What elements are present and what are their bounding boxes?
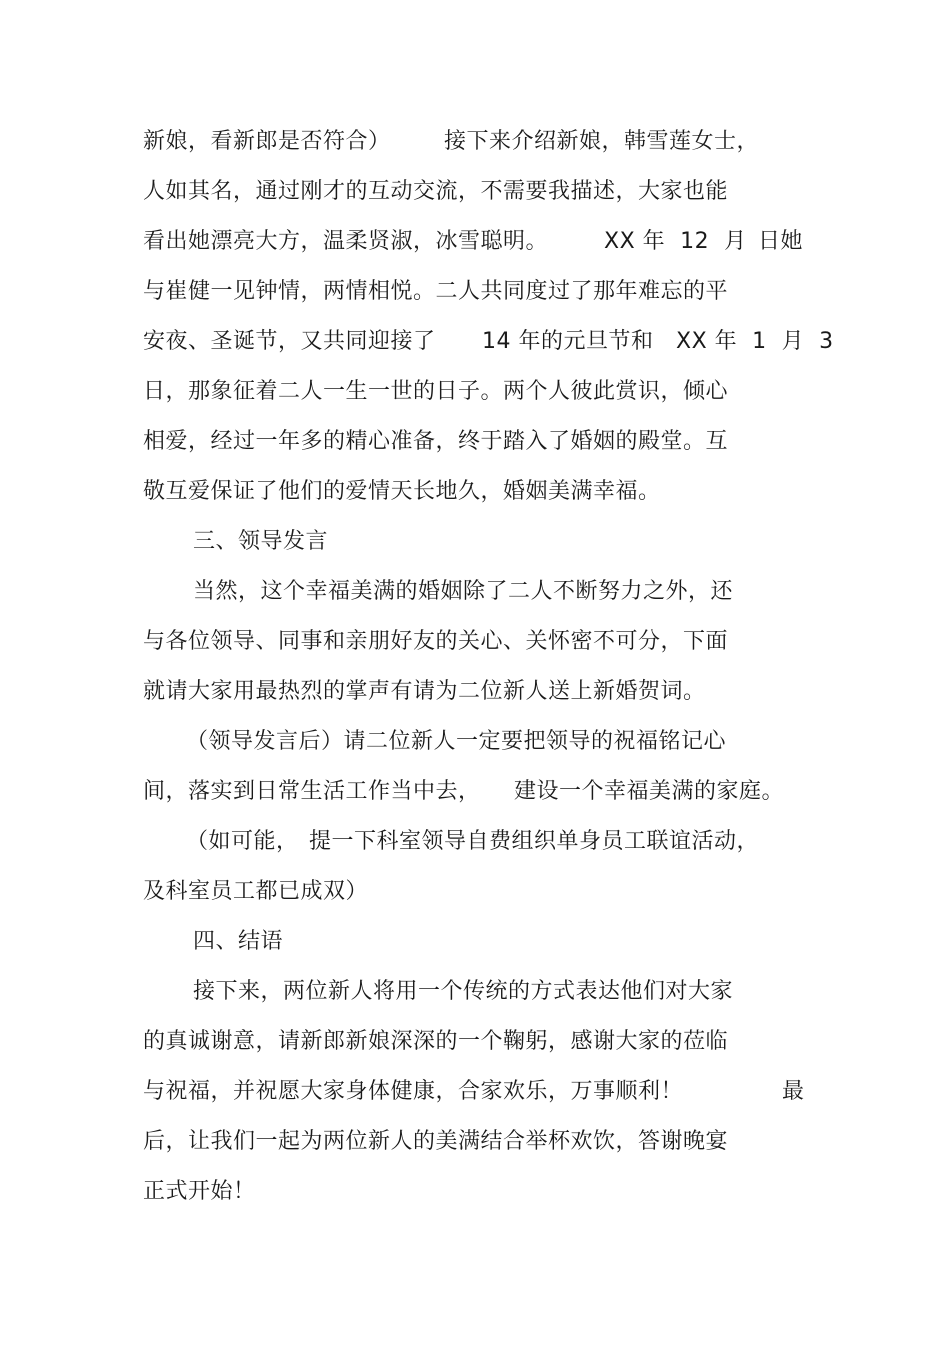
text-line [143,227,804,257]
text-segment: 接下来，两位新人将用一个传统的方式表达他们对大家 [193,979,734,1004]
text-segment: 与各位领导、同事和亲朋好友的关心、关怀密不可分，下面 [143,629,729,654]
text-segment: 接下来介绍新娘，韩雪莲女士， [444,129,760,154]
text-segment: 提一下科室领导自费组织单身员工联谊活动， [309,829,760,854]
text-line [143,777,785,807]
text-segment: （领导发言后）请二位新人一定要把领导的祝福铭记心 [186,729,727,754]
text-line [143,1177,256,1207]
text-segment: 最 [782,1079,805,1104]
text-line [143,627,729,657]
text-segment: 间，落实到日常生活工作当中去， [143,779,481,804]
text-segment: 日她 [758,229,804,254]
text-segment: 相爱，经过一年多的精心准备，终于踏入了婚姻的殿堂。互 [143,429,729,454]
text-line [143,1077,805,1107]
text-line [143,1027,729,1057]
text-segment: 安夜、圣诞节，又共同迎接了 [143,329,436,354]
text-line [143,177,729,207]
text-segment: 正式开始！ [143,1179,256,1204]
text-segment: （如可能， [186,829,299,854]
text-segment: 14 年的元旦节和 [482,329,654,354]
text-segment: 四、结语 [193,929,284,954]
text-segment: XX 年 1 月 3 [676,329,834,354]
text-segment: 与崔健一见钟情，两情相悦。二人共同度过了那年难忘的平 [143,279,729,304]
text-line [193,577,734,607]
text-segment: 就请大家用最热烈的掌声有请为二位新人送上新婚贺词。 [143,679,706,704]
section-heading [193,527,329,557]
text-segment: 当然，这个幸福美满的婚姻除了二人不断努力之外，还 [193,579,734,604]
text-segment: 看出她漂亮大方，温柔贤淑，冰雪聪明。 [143,229,549,254]
text-line [143,127,760,157]
text-line [143,477,661,507]
text-segment: 的真诚谢意，请新郎新娘深深的一个鞠躬，感谢大家的莅临 [143,1029,729,1054]
text-segment: 与祝福，并祝愿大家身体健康，合家欢乐，万事顺利！ [143,1079,684,1104]
text-segment: XX 年 12 月 [604,229,747,254]
text-line [193,977,734,1007]
text-segment: 人如其名，通过刚才的互动交流，不需要我描述，大家也能 [143,179,729,204]
text-segment: 日，那象征着二人一生一世的日子。两个人彼此赏识，倾心 [143,379,729,404]
text-line [143,427,729,457]
text-line [186,727,727,757]
text-line [143,677,706,707]
text-segment: 建设一个幸福美满的家庭。 [514,779,785,804]
text-line [143,277,729,307]
text-segment: 新娘，看新郎是否符合） [143,129,391,154]
text-line [143,877,369,907]
text-segment: 敬互爱保证了他们的爱情天长地久，婚姻美满幸福。 [143,479,661,504]
text-line [143,1127,729,1157]
text-line [143,327,834,357]
text-segment: 及科室员工都已成双） [143,879,369,904]
text-line [143,377,729,407]
section-heading [193,927,284,957]
text-segment: 后，让我们一起为两位新人的美满结合举杯欢饮，答谢晚宴 [143,1129,729,1154]
text-segment: 三、领导发言 [193,529,329,554]
text-line [186,827,760,857]
